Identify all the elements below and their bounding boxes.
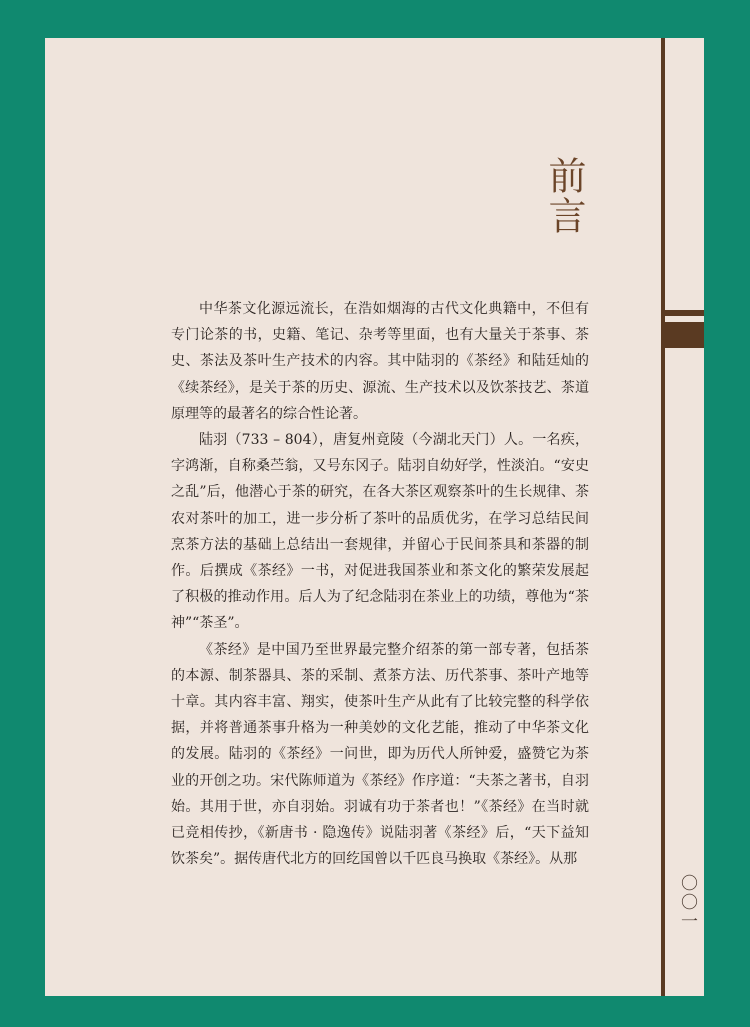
paragraph-2: 陆羽（733 – 804），唐复州竟陵（今湖北天门）人。一名疾，字鸿渐，自称桑苎翁，又号东冈子。陆羽自幼好学，性淡泊。“安史之乱”后，他潜心于茶的研究，在各大茶区观察茶叶的生长规律、茶农对茶叶的加工，进一步分析了茶叶的品质优劣，在学习总结民间烹茶方法的基础上总结出一套规律，并留心于民间茶具和茶器的制作。后撰成《茶经》一书，对促进我国茶业和茶文化的繁荣发展起了积极的推动作用。后人为了纪念陆羽在茶业上的功绩，尊他为“茶神”“茶圣”。 [171, 432, 589, 632]
spine-line [661, 38, 665, 996]
side-tab-block [665, 322, 704, 348]
paragraph-1: 中华茶文化源远流长，在浩如烟海的古代文化典籍中，不但有专门论茶的书，史籍、笔记、杂考等里面，也有大量关于茶事、茶史、茶法及茶叶生产技术的内容。其中陆羽的《茶经》和陆廷灿的《续茶经》，是关于茶的历史、源流、生产技术以及饮茶技艺、茶道原理等的最著名的综合性论著。 [171, 301, 589, 422]
preface-body [171, 296, 589, 872]
side-tab-stripe [665, 310, 704, 316]
book-page [45, 38, 704, 996]
page-title: 前言 [542, 156, 586, 236]
page-number: 〇〇一 [677, 874, 697, 931]
paragraph-3: 《茶经》是中国乃至世界最完整介绍茶的第一部专著，包括茶的本源、制茶器具、茶的采制、煮茶方法、历代茶事、茶叶产地等十章。其内容丰富、翔实，使茶叶生产从此有了比较完整的科学依据，并将普通茶事升格为一种美妙的文化艺能，推动了中华茶文化的发展。陆羽的《茶经》一问世，即为历代人所钟爱，盛赞它为茶业的开创之功。宋代陈师道为《茶经》作序道：“夫茶之著书，自羽始。其用于世，亦自羽始。羽诚有功于茶者也！”《茶经》在当时就已竞相传抄，《新唐书 · 隐逸传》说陆羽著《茶经》后，“天下益知饮茶矣”。据传唐代北方的回纥国曾以千匹良马换取《茶经》。从那 [171, 641, 589, 868]
